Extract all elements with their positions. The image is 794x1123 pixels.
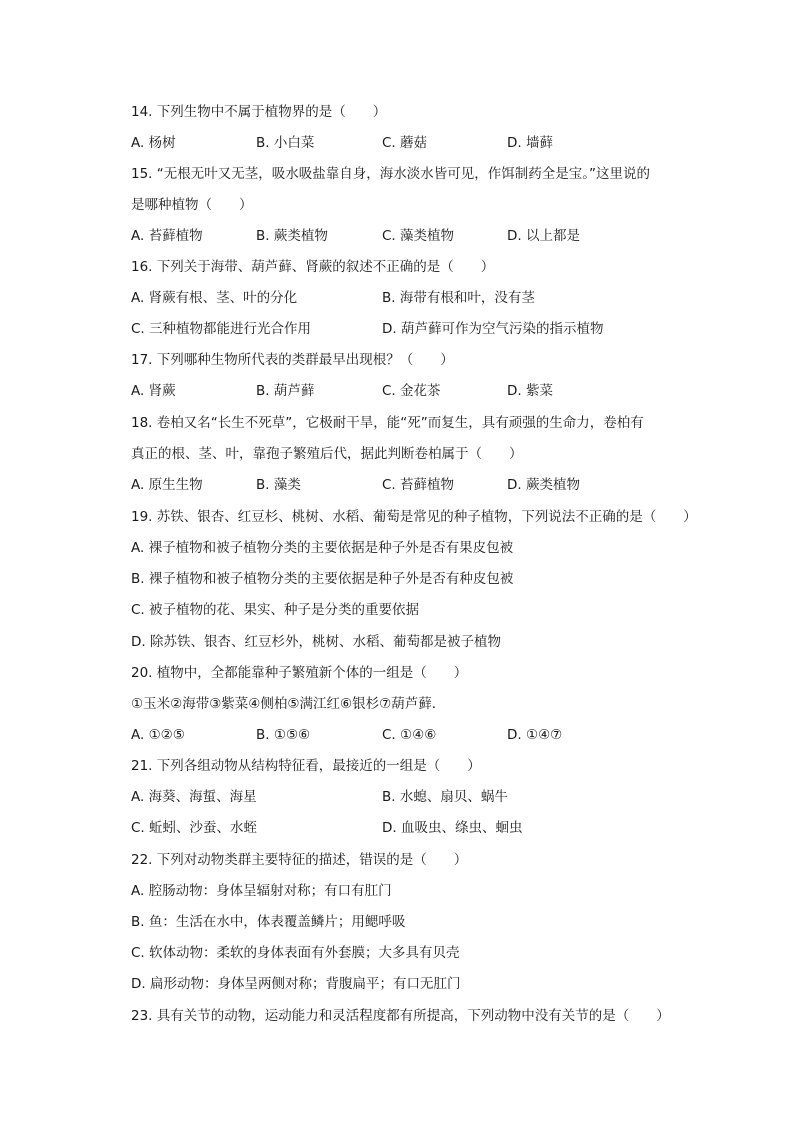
option-c: C. 三种植物都能进行光合作用	[131, 321, 312, 337]
option-a: A. 肾蕨有根、茎、叶的分化	[131, 290, 298, 306]
question-23-stem: 23. 具有关节的动物，运动能力和灵活程度都有所提高，下列动物中没有关节的是（ ）	[131, 1008, 670, 1024]
option-d: D. 以上都是	[507, 228, 580, 244]
option-b: B. ①⑤⑥	[256, 727, 311, 743]
option-a: A. ①②⑤	[131, 727, 185, 743]
question-16-options-row-1	[131, 283, 731, 314]
question-22-option-c: C. 软体动物：柔软的身体表面有外套膜；大多具有贝壳	[131, 945, 460, 961]
option-d: D. 血吸虫、绦虫、蛔虫	[382, 820, 523, 836]
question-22-stem: 22. 下列对动物类群主要特征的描述，错误的是（ ）	[131, 852, 468, 868]
question-15-options	[131, 221, 731, 252]
question-22-option-a: A. 腔肠动物：身体呈辐射对称；有口有肛门	[131, 883, 392, 899]
question-18-stem-line-1: 18. 卷柏又名“长生不死草”，它极耐干旱，能“死”而复生，具有顽强的生命力，卷柏有	[131, 415, 644, 431]
question-18-stem-line-2: 真正的根、茎、叶，靠孢子繁殖后代，据此判断卷柏属于（ ）	[131, 446, 523, 462]
question-19-stem: 19. 苏铁、银杏、红豆杉、桃树、水稻、葡萄是常见的种子植物，下列说法不正确的是（ ）	[131, 509, 697, 525]
option-b: B. 蕨类植物	[256, 228, 328, 244]
question-18-options	[131, 470, 731, 501]
option-d: D. 葫芦藓可作为空气污染的指示植物	[382, 321, 604, 337]
option-d: D. 蕨类植物	[507, 477, 580, 493]
question-20-list: ①玉米②海带③紫菜④侧柏⑤满江红⑥银杉⑦葫芦藓.	[131, 696, 437, 712]
question-19-option-c: C. 被子植物的花、果实、种子是分类的重要依据	[131, 602, 420, 618]
question-15-stem-line-2: 是哪种植物（ ）	[131, 197, 253, 213]
question-19-option-b: B. 裸子植物和被子植物分类的主要依据是种子外是否有种皮包被	[131, 571, 514, 587]
option-b: B. 水螅、扇贝、蜗牛	[382, 789, 508, 805]
option-c: C. ①④⑥	[382, 727, 437, 743]
option-b: B. 海带有根和叶，没有茎	[382, 290, 535, 306]
question-21-options-row-2	[131, 813, 731, 844]
option-a: A. 海葵、海蜇、海星	[131, 789, 257, 805]
question-19-option-a: A. 裸子植物和被子植物分类的主要依据是种子外是否有果皮包被	[131, 540, 514, 556]
option-b: B. 藻类	[256, 477, 301, 493]
option-c: C. 蚯蚓、沙蚕、水蛭	[131, 820, 258, 836]
question-16-stem: 16. 下列关于海带、葫芦藓、肾蕨的叙述不正确的是（ ）	[131, 259, 495, 275]
question-14-options	[131, 128, 731, 159]
question-21-options-row-1	[131, 782, 731, 813]
option-a: A. 苔藓植物	[131, 228, 203, 244]
question-20-options	[131, 720, 731, 751]
option-c: C. 苔藓植物	[382, 477, 455, 493]
option-a: A. 杨树	[131, 135, 176, 151]
option-c: C. 金花茶	[382, 383, 441, 399]
question-22-option-b: B. 鱼：生活在水中，体表覆盖鳞片；用鳃呼吸	[131, 914, 406, 930]
question-17-stem: 17. 下列哪种生物所代表的类群最早出现根？（ ）	[131, 352, 454, 368]
option-c: C. 藻类植物	[382, 228, 455, 244]
question-15-stem-line-1: 15. “无根无叶又无茎，吸水吸盐靠自身，海水淡水皆可见，作饵制药全是宝。”这里说的	[131, 166, 650, 182]
option-d: D. ①④⑦	[507, 727, 563, 743]
option-b: B. 小白菜	[256, 135, 315, 151]
option-d: D. 紫菜	[507, 383, 553, 399]
question-21-stem: 21. 下列各组动物从结构特征看，最接近的一组是（ ）	[131, 758, 481, 774]
question-19-option-d: D. 除苏铁、银杏、红豆杉外，桃树、水稻、葡萄都是被子植物	[131, 634, 501, 650]
question-20-stem: 20. 植物中，全都能靠种子繁殖新个体的一组是（ ）	[131, 665, 468, 681]
option-a: A. 原生生物	[131, 477, 203, 493]
option-d: D. 墙藓	[507, 135, 553, 151]
question-14-stem: 14. 下列生物中不属于植物界的是（ ）	[131, 104, 387, 120]
option-a: A. 肾蕨	[131, 383, 176, 399]
option-c: C. 蘑菇	[382, 135, 428, 151]
question-17-options	[131, 376, 731, 407]
option-b: B. 葫芦藓	[256, 383, 315, 399]
question-22-option-d: D. 扁形动物：身体呈两侧对称；背腹扁平；有口无肛门	[131, 976, 461, 992]
question-16-options-row-2	[131, 314, 731, 345]
